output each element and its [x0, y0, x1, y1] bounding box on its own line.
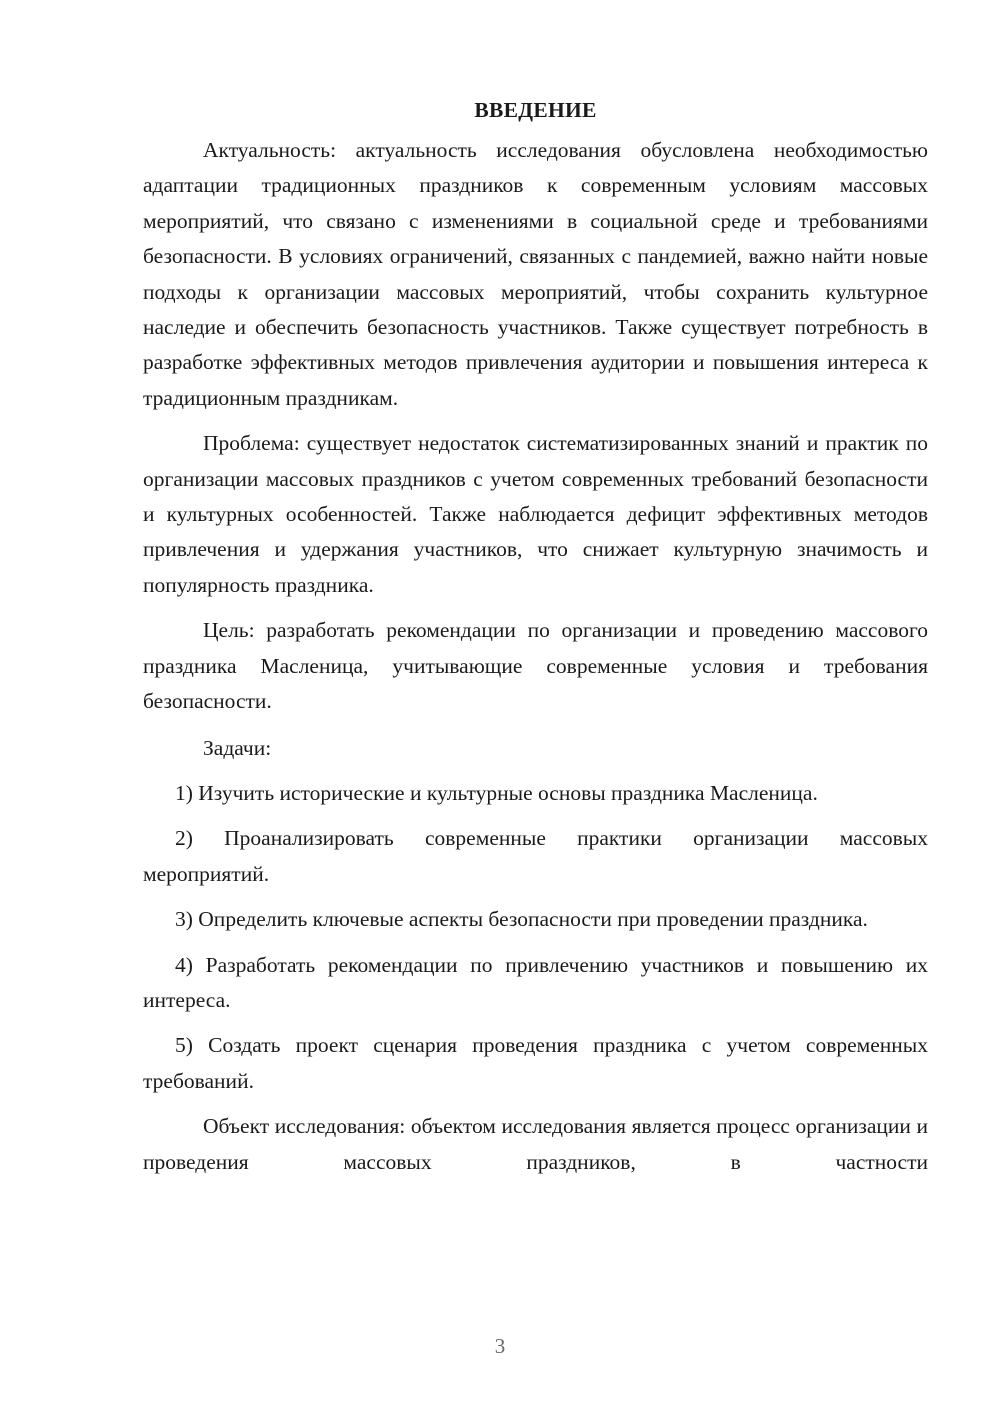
tasks-heading: Задачи:	[203, 735, 272, 760]
list-item: 4) Разработать рекомендации по привлечению участников и повышению их интереса.	[143, 952, 928, 1012]
document-page	[143, 95, 928, 1180]
list-item: 1) Изучить исторические и культурные основы праздника Масленица.	[175, 780, 818, 805]
page-number: 3	[494, 1334, 506, 1358]
list-item: 2) Проанализировать современные практики организации массовых мероприятий.	[143, 826, 928, 886]
paragraph-object: Объект исследования: объектом исследования является процесс организации и проведения массовых праздников, в частности	[143, 1114, 928, 1174]
list-item: 5) Создать проект сценария проведения праздника с учетом современных требований.	[143, 1033, 928, 1093]
list-item: 3) Определить ключевые аспекты безопасности при проведении праздника.	[175, 907, 868, 932]
page-title: ВВЕДЕНИЕ	[474, 98, 597, 122]
paragraph-relevance: Актуальность: актуальность исследования обусловлена необходимостью адаптации традиционных праздников к современным условиям массовых мероприятий, что связано с изменениями в социальной среде и требованиями безопасности. В условиях ограничений, связанных с пандемией, важно найти новые подходы к организации массовых мероприятий, чтобы сохранить культурное наследие и обеспечить безопасность участников. Также существует потребность в разработке эффективных методов привлечения аудитории и повышения интереса к традиционным праздникам.	[143, 138, 928, 410]
paragraph-goal: Цель: разработать рекомендации по организации и проведению массового праздника Масленица, учитывающие современные условия и требования безопасности.	[143, 618, 928, 714]
paragraph-problem: Проблема: существует недостаток систематизированных знаний и практик по организации массовых праздников с учетом современных требований безопасности и культурных особенностей. Также наблюдается дефицит эффективных методов привлечения и удержания участников, что снижает культурную значимость и популярность праздника.	[143, 431, 928, 597]
